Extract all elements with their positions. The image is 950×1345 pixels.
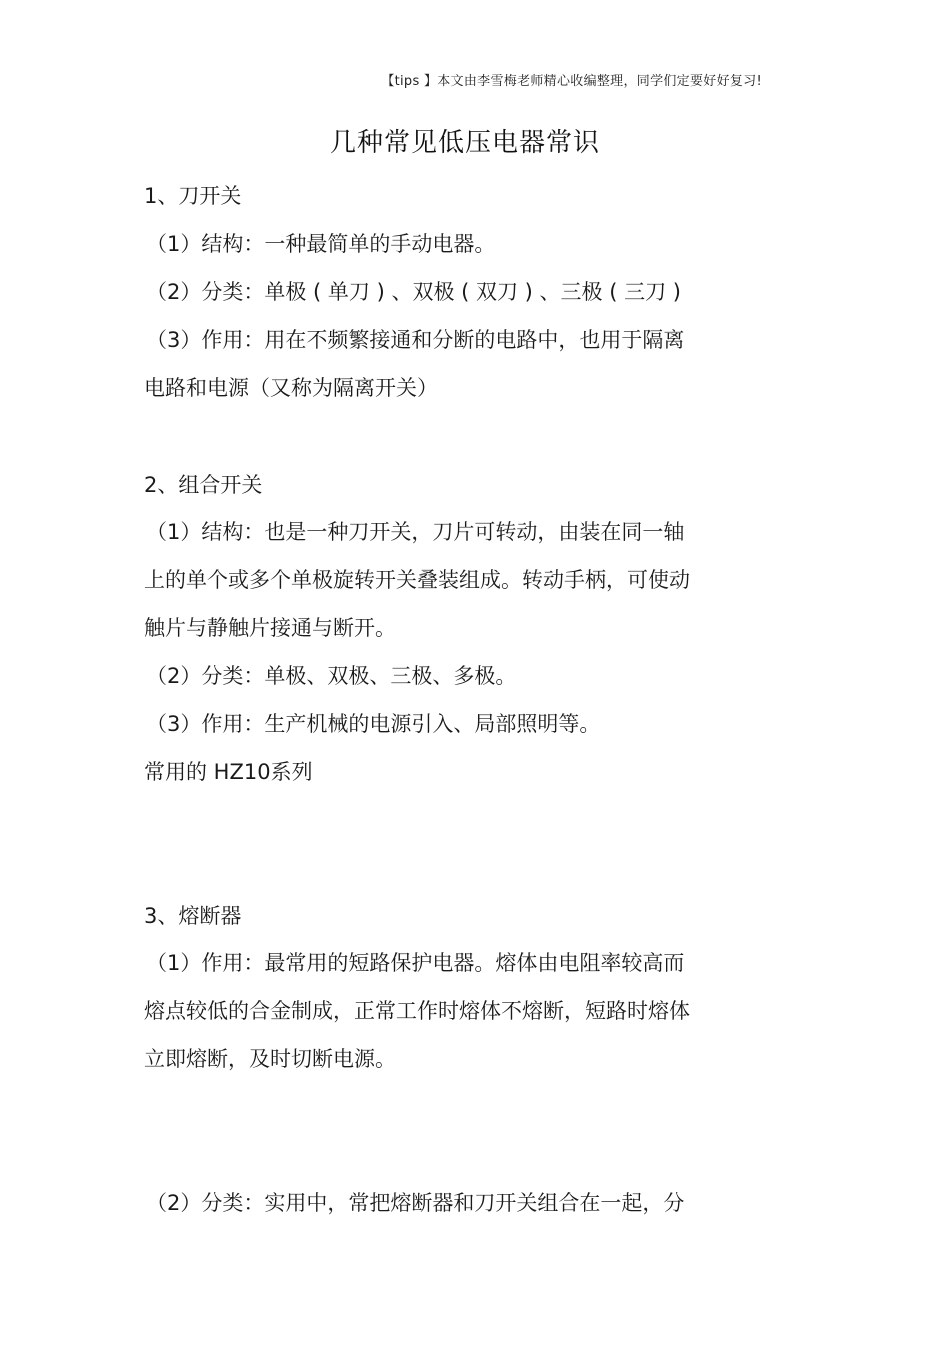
paragraph-line: （1）作用：最常用的短路保护电器。熔体由电阻率较高而 — [146, 951, 685, 975]
section-heading: 2、组合开关 — [144, 473, 263, 497]
paragraph-line: （3）作用：用在不频繁接通和分断的电路中，也用于隔离 — [146, 328, 685, 352]
paragraph-line: （1）结构：一种最简单的手动电器。 — [146, 232, 496, 256]
page-title: 几种常见低压电器常识 — [329, 128, 600, 158]
paragraph-line: （3）作用：生产机械的电源引入、局部照明等。 — [146, 712, 601, 736]
paragraph-line: 电路和电源（又称为隔离开关） — [144, 376, 438, 400]
paragraph-line: 上的单个或多个单极旋转开关叠装组成。转动手柄，可使动 — [144, 568, 690, 592]
paragraph-line: （1）结构：也是一种刀开关，刀片可转动，由装在同一轴 — [146, 520, 685, 544]
paragraph-line: 立即熔断，及时切断电源。 — [144, 1047, 396, 1071]
paragraph-line: 触片与静触片接通与断开。 — [144, 616, 396, 640]
paragraph-line: （2）分类：单极 ( 单刀 ) 、双极 ( 双刀 ) 、三极 ( 三刀 ) — [146, 280, 681, 304]
paragraph-line: 熔点较低的合金制成，正常工作时熔体不熔断，短路时熔体 — [144, 999, 690, 1023]
paragraph-line: 常用的 HZ10系列 — [144, 760, 313, 784]
paragraph-line: （2）分类：单极、双极、三极、多极。 — [146, 664, 517, 688]
section-heading: 3、熔断器 — [144, 904, 242, 928]
header-note: 【tips 】本文由李雪梅老师精心收编整理，同学们定要好好复习! — [381, 74, 762, 89]
section-heading: 1、刀开关 — [144, 184, 242, 208]
paragraph-line: （2）分类：实用中，常把熔断器和刀开关组合在一起，分 — [146, 1191, 685, 1215]
